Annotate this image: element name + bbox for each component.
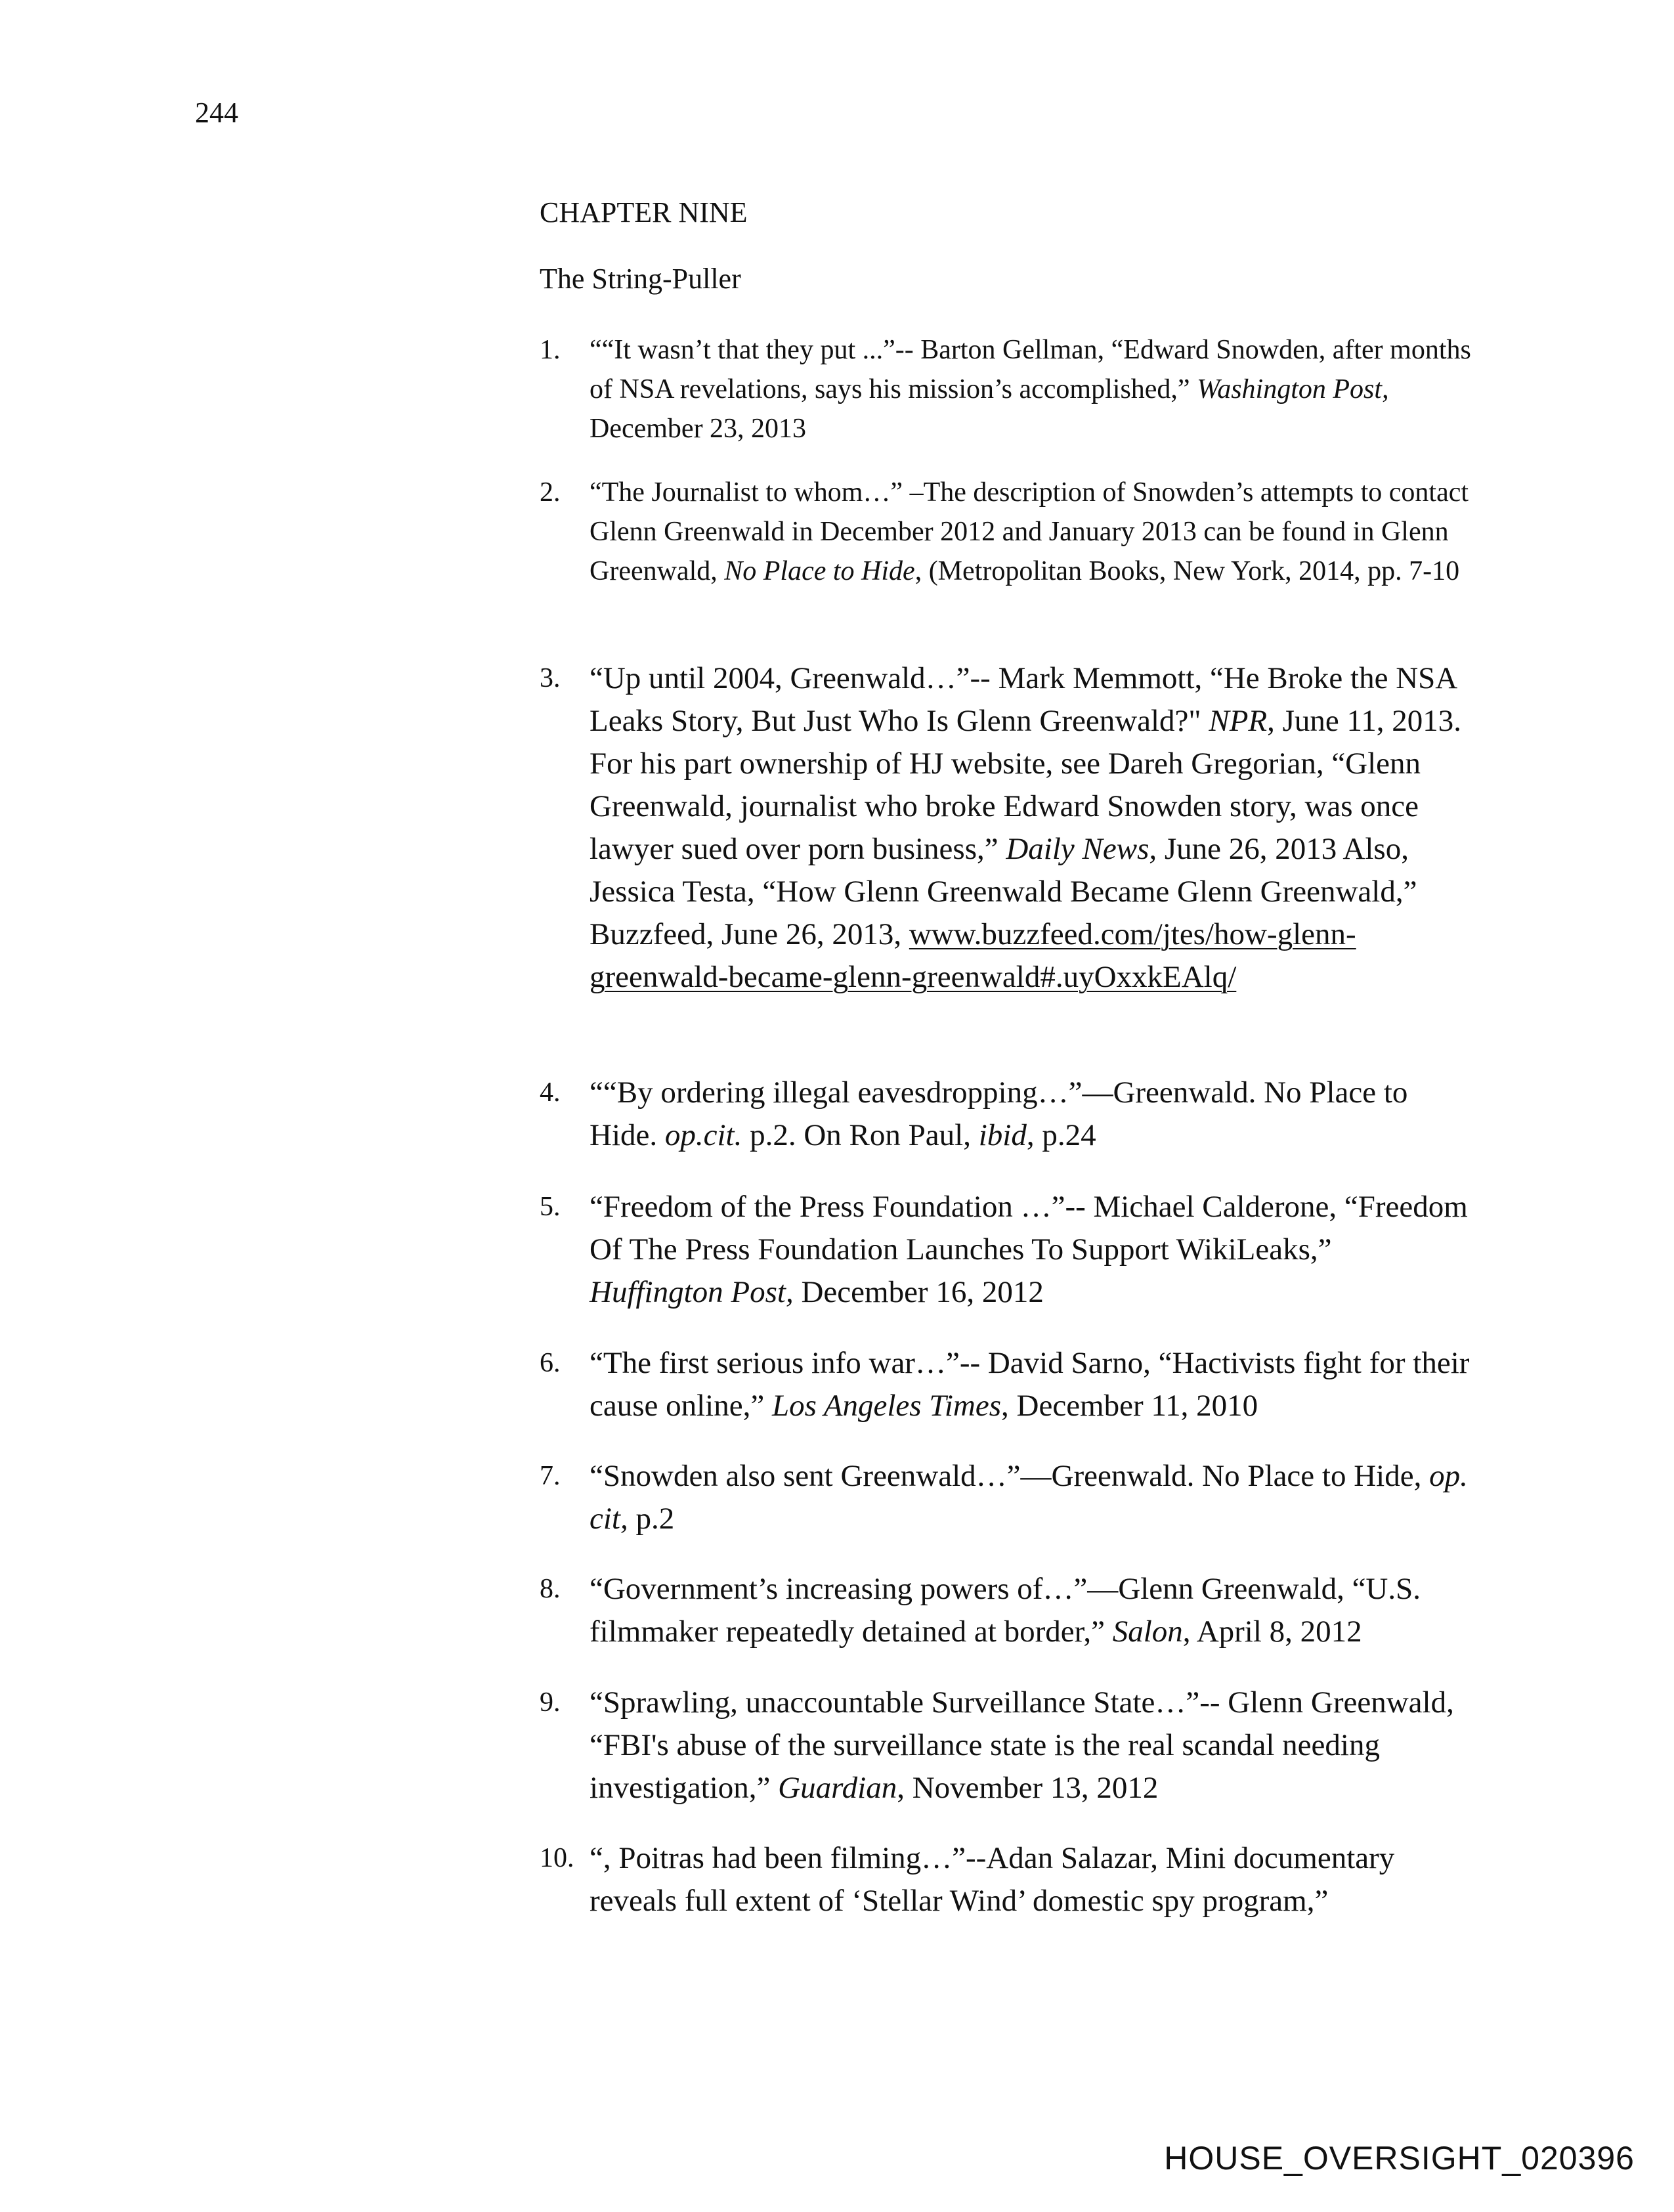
endnote-number: 8.	[540, 1574, 561, 1604]
endnote-6	[540, 1342, 1472, 1427]
endnote-4	[540, 1072, 1472, 1157]
publication-title: Los Angeles Times	[771, 1389, 1002, 1423]
endnote-text	[590, 1681, 1472, 1810]
endnote-text	[590, 1455, 1472, 1540]
chapter-title: The String-Puller	[540, 263, 741, 295]
endnote-5	[540, 1186, 1472, 1314]
endnote-text-run: June 26, 2013 Also, Jessica Testa, “How Glenn Greenwald Became Glenn Greenwald,” Buzzfeed, June 26, 2013,	[590, 832, 1417, 951]
endnote-text	[590, 1342, 1472, 1427]
endnote-text-run: “, Poitras had been filming…”--Adan Salazar, Mini documentary reveals full extent of ‘Stellar Wind’ domestic spy program,”	[590, 1841, 1395, 1918]
endnote-7	[540, 1455, 1472, 1540]
publication-title: Salon	[1112, 1615, 1183, 1649]
endnote-number: 2.	[540, 477, 561, 508]
citation-abbrev: op.cit.	[664, 1118, 742, 1152]
publication-title: Guardian	[778, 1771, 897, 1805]
publication-title: Washington Post	[1197, 374, 1383, 404]
endnote-text-run: “Freedom of the Press Foundation …”-- Michael Calderone, “Freedom Of The Press Foundation Launches To Support WikiLeaks,”	[590, 1190, 1468, 1267]
endnote-1	[540, 330, 1472, 448]
endnote-text-run: “Government’s increasing powers of…”—Glenn Greenwald, “U.S. filmmaker repeatedly detained at border,”	[590, 1572, 1421, 1649]
endnote-text-run: , December 23, 2013	[590, 374, 1389, 444]
endnote-text-run: ““By ordering illegal eavesdropping…”—Greenwald. No Place to Hide.	[590, 1075, 1408, 1152]
endnote-8	[540, 1568, 1472, 1653]
endnote-text-run: , (Metropolitan Books, New York, 2014, pp. 7-10	[914, 556, 1460, 586]
endnote-text-run: , p.24	[1026, 1118, 1096, 1152]
endnote-number: 9.	[540, 1687, 561, 1718]
endnote-2	[540, 473, 1472, 591]
endnote-number: 1.	[540, 335, 561, 365]
bates-stamp: HOUSE_OVERSIGHT_020396	[1164, 2140, 1635, 2177]
endnote-text-run: , April 8, 2012	[1182, 1615, 1362, 1649]
endnote-text	[590, 330, 1472, 448]
publication-title: Daily News,	[1006, 832, 1157, 866]
endnote-text-run: , June 11, 2013. For his part ownership of HJ website, see Dareh Gregorian, “Glenn Greenwald, journalist who broke Edward Snowden story, was once lawyer sued over porn business,”	[590, 704, 1462, 866]
publication-title: NPR	[1209, 704, 1268, 738]
endnote-number: 5.	[540, 1192, 561, 1222]
endnote-text-run: p.2	[628, 1502, 675, 1536]
endnote-number: 3.	[540, 663, 561, 693]
endnote-text-run: “Snowden also sent Greenwald…”—Greenwald. No Place to Hide,	[590, 1459, 1430, 1493]
endnote-text-run: p.2. On Ron Paul,	[742, 1118, 979, 1152]
endnote-number: 6.	[540, 1348, 561, 1378]
endnote-text-run: “The first serious info war…”-- David Sarno, “Hactivists fight for their cause online,”	[590, 1346, 1470, 1423]
endnote-text	[590, 657, 1472, 999]
endnote-text	[590, 1837, 1472, 1922]
endnote-text-run: ““It wasn’t that they put ...”-- Barton Gellman, “Edward Snowden, after months of NSA revelations, says his mission’s accomplished,”	[590, 335, 1471, 404]
endnote-text-run: December 16, 2012	[793, 1275, 1044, 1309]
endnote-text-run: “The Journalist to whom…” –The description of Snowden’s attempts to contact Glenn Greenwald in December 2012 and January 2013 can be found in Glenn Greenwald,	[590, 477, 1469, 586]
page-number: 244	[195, 97, 238, 129]
chapter-heading: CHAPTER NINE	[540, 196, 748, 228]
citation-abbrev: ibid	[978, 1118, 1027, 1152]
endnote-9	[540, 1681, 1472, 1810]
endnote-text-run: , November 13, 2012	[897, 1771, 1159, 1805]
endnote-text	[590, 1568, 1472, 1653]
endnote-number: 7.	[540, 1461, 561, 1491]
endnote-number: 10.	[540, 1843, 574, 1873]
publication-title: No Place to Hide	[724, 556, 915, 586]
endnote-3	[540, 657, 1472, 999]
endnote-text-run: “Sprawling, unaccountable Surveillance State…”-- Glenn Greenwald, “FBI's abuse of the surveillance state is the real scandal needing investigation,”	[590, 1685, 1454, 1805]
endnote-10	[540, 1837, 1472, 1922]
publication-title: Huffington Post,	[590, 1275, 794, 1309]
endnote-text	[590, 1072, 1472, 1157]
endnote-text-run: , December 11, 2010	[1001, 1389, 1258, 1423]
endnote-text-run: “Up until 2004, Greenwald…”-- Mark Memmott, “He Broke the NSA Leaks Story, But Just Who Is Glenn Greenwald?"	[590, 661, 1456, 738]
citation-abbrev: op. cit,	[590, 1459, 1468, 1536]
endnote-text	[590, 473, 1472, 591]
endnote-number: 4.	[540, 1077, 561, 1108]
endnote-text	[590, 1186, 1472, 1314]
buzzfeed-link[interactable]: www.buzzfeed.com/jtes/how-glenn-greenwald-became-glenn-greenwald#.uyOxxkEAlq/	[590, 917, 1356, 994]
